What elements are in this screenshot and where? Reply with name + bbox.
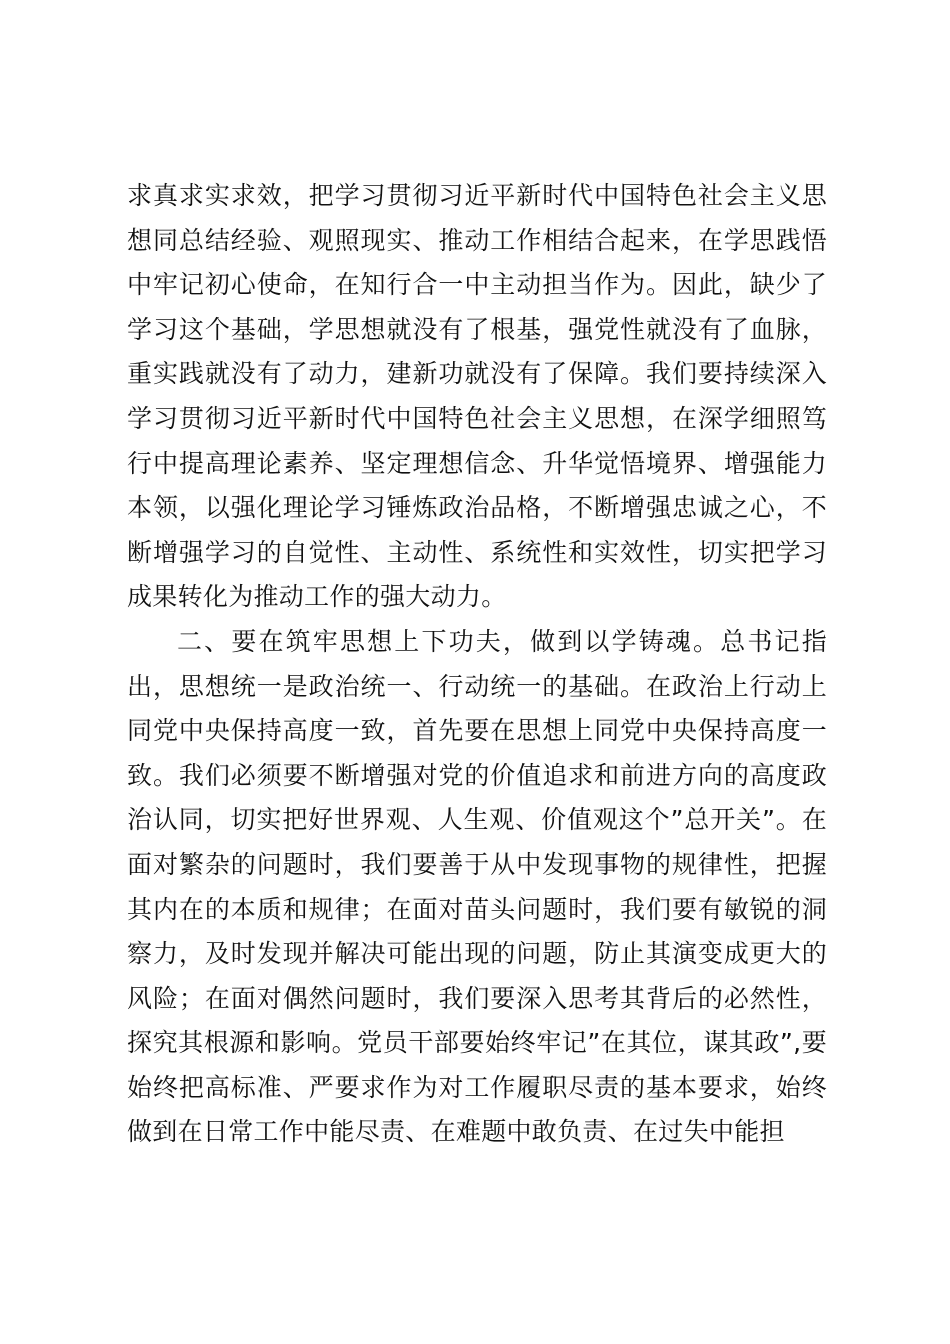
paragraph-section-two: 二、要在筑牢思想上下功夫，做到以学铸魂。总书记指出，思想统一是政治统一、行动统一的基础。在政治上行动上同党中央保持高度一致，首先要在思想上同党中央保持高度一致。我们必须要不断增强对党的价值追求和前进方向的高度政治认同，切实把好世界观、人生观、价值观这个”总开关”。在面对繁杂的问题时，我们要善于从中发现事物的规律性，把握其内在的本质和规律；在面对苗头问题时，我们要有敏锐的洞察力，及时发现并解决可能出现的问题，防止其演变成更大的风险；在面对偶然问题时，我们要深入思考其背后的必然性，探究其根源和影响。党员干部要始终牢记”在其位，谋其政”,要始终把高标准、严要求作为对工作履职尽责的基本要求，始终做到在日常工作中能尽责、在难题中敢负责、在过失中能担 xyxy=(127,626,827,1147)
document-body xyxy=(127,174,827,1155)
paragraph-continuation: 求真求实求效，把学习贯彻习近平新时代中国特色社会主义思想同总结经验、观照现实、推动工作相结合起来，在学思践悟中牢记初心使命，在知行合一中主动担当作为。因此，缺少了学习这个基础，学思想就没有了根基，强党性就没有了血脉，重实践就没有了动力，建新功就没有了保障。我们要持续深入学习贯彻习近平新时代中国特色社会主义思想，在深学细照笃行中提高理论素养、坚定理想信念、升华觉悟境界、增强能力本领，以强化理论学习锤炼政治品格，不断增强忠诚之心，不断增强学习的自觉性、主动性、系统性和实效性，切实把学习成果转化为推动工作的强大动力。 xyxy=(127,181,827,612)
